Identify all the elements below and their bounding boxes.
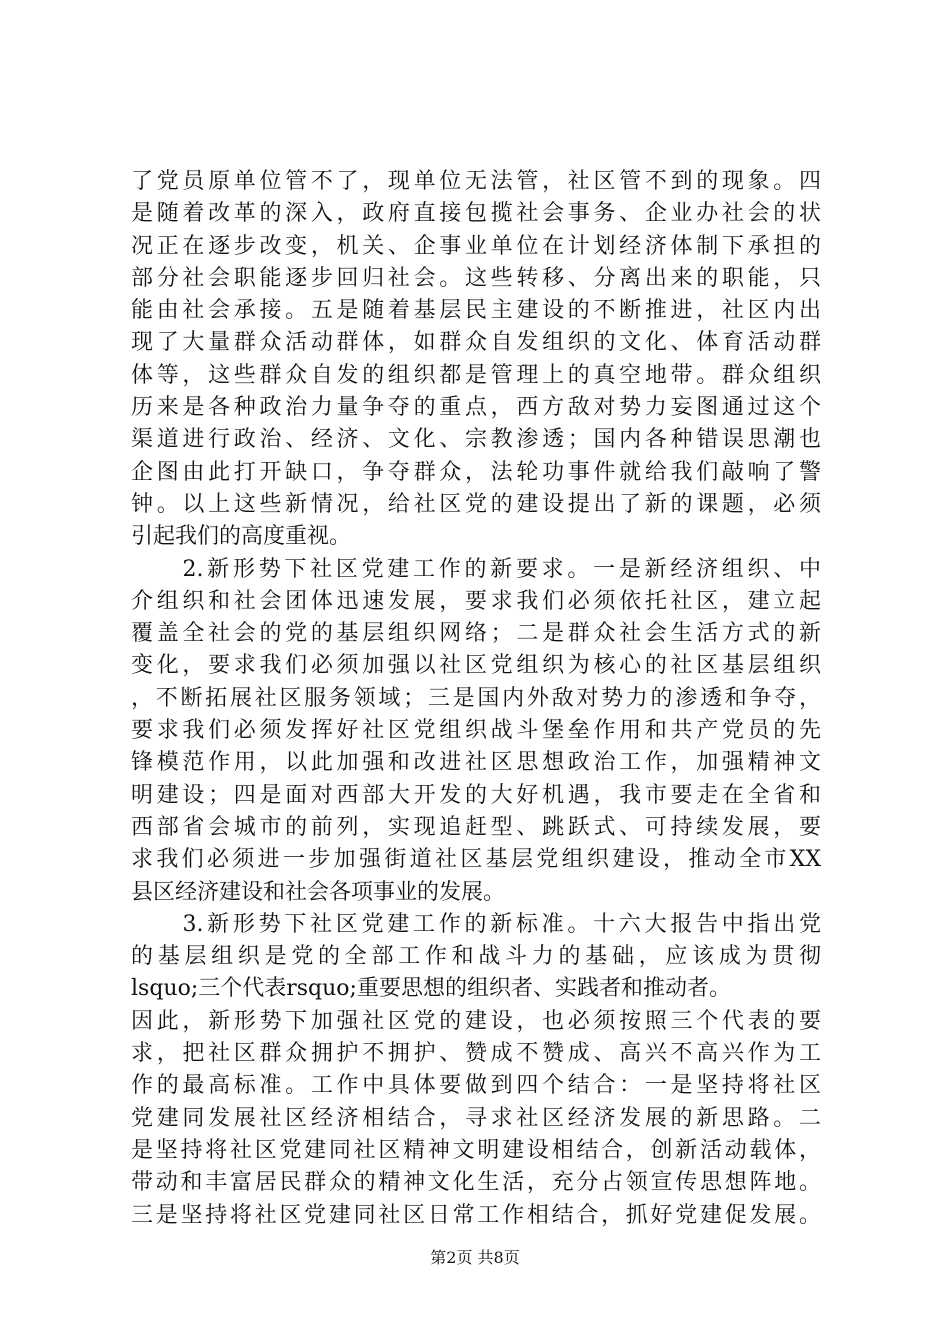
text-line: 能由社会承接。五是随着基层民主建设的不断推进，社区内出 — [131, 298, 821, 324]
text-line: ，不断拓展社区服务领域；三是国内外敌对势力的渗透和争夺， — [131, 685, 821, 711]
text-line: 介组织和社会团体迅速发展，要求我们必须依托社区，建立起 — [131, 588, 821, 614]
text-line: 3.新形势下社区党建工作的新标准。十六大报告中指出党 — [131, 911, 821, 937]
page-footer: 第2页 共8页 — [430, 1248, 520, 1267]
text-line: 变化，要求我们必须加强以社区党组织为核心的社区基层组织 — [131, 653, 821, 679]
text-line: 况正在逐步改变，机关、企事业单位在计划经济体制下承担的 — [131, 233, 821, 259]
text-line: 覆盖全社会的党的基层组织网络；二是群众社会生活方式的新 — [131, 621, 821, 647]
text-line: 党建同发展社区经济相结合，寻求社区经济发展的新思路。二 — [131, 1105, 821, 1131]
text-line: 2.新形势下社区党建工作的新要求。一是新经济组织、中 — [131, 556, 821, 582]
text-line: 部分社会职能逐步回归社会。这些转移、分离出来的职能，只 — [131, 265, 821, 291]
text-line: 带动和丰富居民群众的精神文化生活，充分占领宣传思想阵地。 — [131, 1170, 821, 1196]
text-line: 现了大量群众活动群体，如群众自发组织的文化、体育活动群 — [131, 330, 821, 356]
text-line: 县区经济建设和社会各项事业的发展。 — [131, 879, 506, 905]
text-line: 体等，这些群众自发的组织都是管理上的真空地带。群众组织 — [131, 362, 821, 388]
text-line: 求我们必须进一步加强街道社区基层党组织建设，推动全市XX — [131, 847, 821, 873]
text-line: 企图由此打开缺口，争夺群众，法轮功事件就给我们敲响了警 — [131, 459, 821, 485]
text-line: 历来是各种政治力量争夺的重点，西方敌对势力妄图通过这个 — [131, 395, 821, 421]
text-line: 的基层组织是党的全部工作和战斗力的基础，应该成为贯彻 — [131, 944, 821, 970]
text-line: lsquo;三个代表rsquo;重要思想的组织者、实践者和推动者。 — [131, 976, 731, 1002]
text-line: 明建设；四是面对西部大开发的大好机遇，我市要走在全省和 — [131, 782, 821, 808]
text-line: 作的最高标准。工作中具体要做到四个结合：一是坚持将社区 — [131, 1073, 821, 1099]
text-line: 要求我们必须发挥好社区党组织战斗堡垒作用和共产党员的先 — [131, 718, 821, 744]
text-line: 三是坚持将社区党建同社区日常工作相结合，抓好党建促发展。 — [131, 1202, 821, 1228]
text-line: 钟。以上这些新情况，给社区党的建设提出了新的课题，必须 — [131, 491, 821, 517]
text-line: 求，把社区群众拥护不拥护、赞成不赞成、高兴不高兴作为工 — [131, 1041, 821, 1067]
body-text — [131, 166, 821, 1232]
text-line: 了党员原单位管不了，现单位无法管，社区管不到的现象。四 — [131, 169, 821, 194]
text-line: 锋模范作用，以此加强和改进社区思想政治工作，加强精神文 — [131, 750, 821, 776]
text-line: 是随着改革的深入，政府直接包揽社会事务、企业办社会的状 — [131, 201, 821, 227]
text-line: 是坚持将社区党建同社区精神文明建设相结合，创新活动载体， — [131, 1137, 821, 1163]
text-line: 西部省会城市的前列，实现追赶型、跳跃式、可持续发展，要 — [131, 814, 821, 840]
text-line: 引起我们的高度重视。 — [131, 524, 352, 550]
text-line: 渠道进行政治、经济、文化、宗教渗透；国内各种错误思潮也 — [131, 427, 821, 453]
text-line: 因此，新形势下加强社区党的建设，也必须按照三个代表的要 — [131, 1008, 821, 1034]
